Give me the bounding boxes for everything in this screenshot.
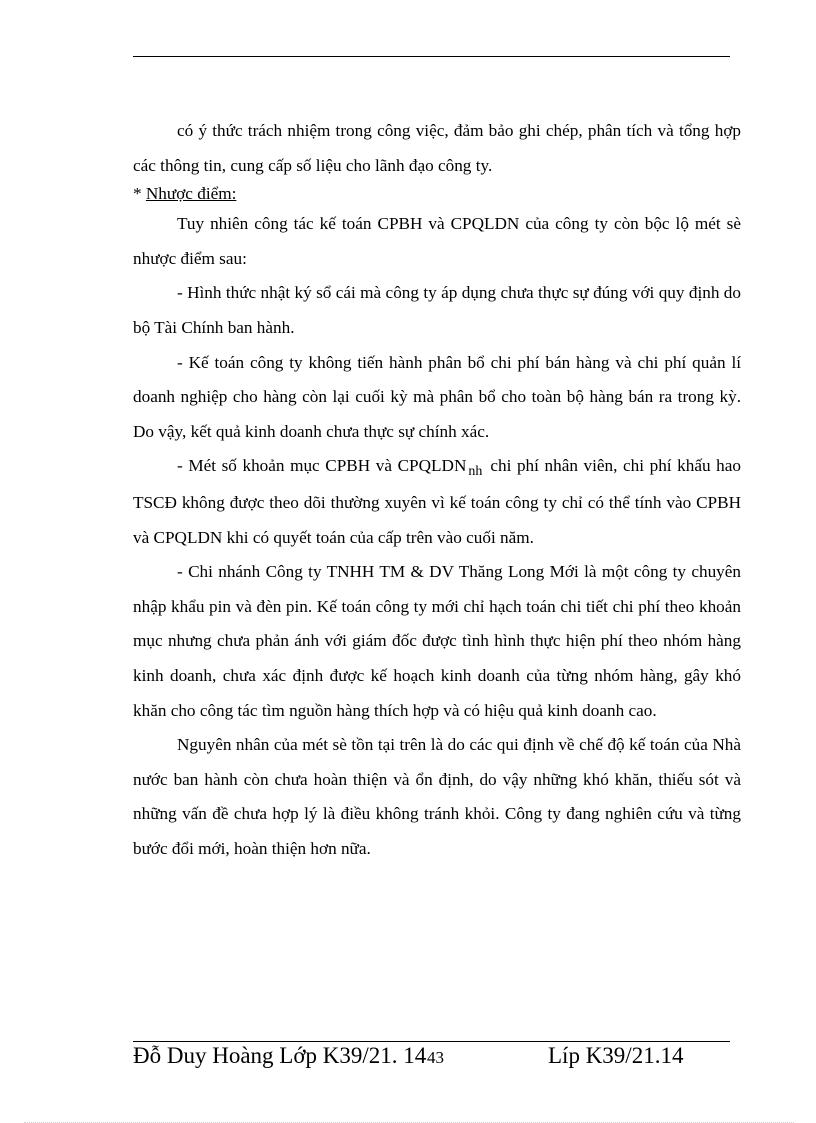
list-item-1: - Hình thức nhật ký sổ cái mà công ty áp dụng chưa thực sự đúng với quy định do bộ Tài Chính ban hành. — [133, 283, 741, 337]
paragraph-continuation: có ý thức trách nhiệm trong công việc, đảm bảo ghi chép, phân tích và tổng hợp các thông tin, cung cấp số liệu cho lãnh đạo công ty. — [133, 121, 741, 175]
list-item-3-subscript: nh — [468, 464, 483, 480]
paragraph-intro: Tuy nhiên công tác kế toán CPBH và CPQLDN của công ty còn bộc lộ mét sè nhược điểm sau: — [133, 214, 741, 268]
section-heading — [133, 181, 741, 207]
heading-marker: * — [133, 184, 146, 204]
list-item-3 — [133, 449, 741, 555]
paragraph-conclusion: Nguyên nhân của mét sè tồn tại trên là do các qui định về chế độ kế toán của Nhà nước ban hành còn chưa hoàn thiện và ổn định, do vậy những khó khăn, thiếu sót và những vấn đề chưa hợp lý là điều không tránh khỏi. Công ty đang nghiên cứu và từng bước đổi mới, hoàn thiện hơn nữa. — [133, 735, 741, 858]
footer-rule — [133, 1041, 730, 1042]
list-item-3-rest: chi phí nhân viên, chi phí khấu hao TSCĐ không được theo dõi thường xuyên vì kế toán công ty chỉ có thể tính vào CPBH và CPQLDN khi có quyết toán của cấp trên vào cuối năm. — [133, 456, 741, 547]
list-item-3-start: - Mét số khoản mục CPBH và CPQLDN — [177, 456, 467, 476]
header-rule — [133, 56, 730, 57]
footer-author: Đỗ Duy Hoàng Lớp K39/21. 14 — [133, 1043, 427, 1068]
list-item-2: - Kế toán công ty không tiến hành phân bổ chi phí bán hàng và chi phí quản lí doanh nghiệp cho hàng còn lại cuối kỳ mà phân bổ cho toàn bộ hàng bán ra trong kỳ. Do vậy, kết quả kinh doanh chưa thực sự chính xác. — [133, 352, 741, 441]
list-item-4: - Chi nhánh Công ty TNHH TM & DV Thăng Long Mới là một công ty chuyên nhập khẩu pin và đèn pin. Kế toán công ty mới chỉ hạch toán chi tiết chi phí theo khoản mục nhưng chưa phản ánh với giám đốc được tình hình thực hiện phí theo nhóm hàng kinh doanh, chưa xác định được kế hoạch kinh doanh của từng nhóm hàng, gây khó khăn cho công tác tìm nguồn hàng thích hợp và có hiệu quả kinh doanh cao. — [133, 562, 741, 720]
footer-class-label: Líp K39/21.14 — [548, 1043, 684, 1068]
page-body — [133, 114, 741, 866]
page-number: 43 — [427, 1048, 444, 1067]
heading-text: Nhược điểm: — [145, 184, 237, 204]
page-footer — [133, 1043, 693, 1075]
